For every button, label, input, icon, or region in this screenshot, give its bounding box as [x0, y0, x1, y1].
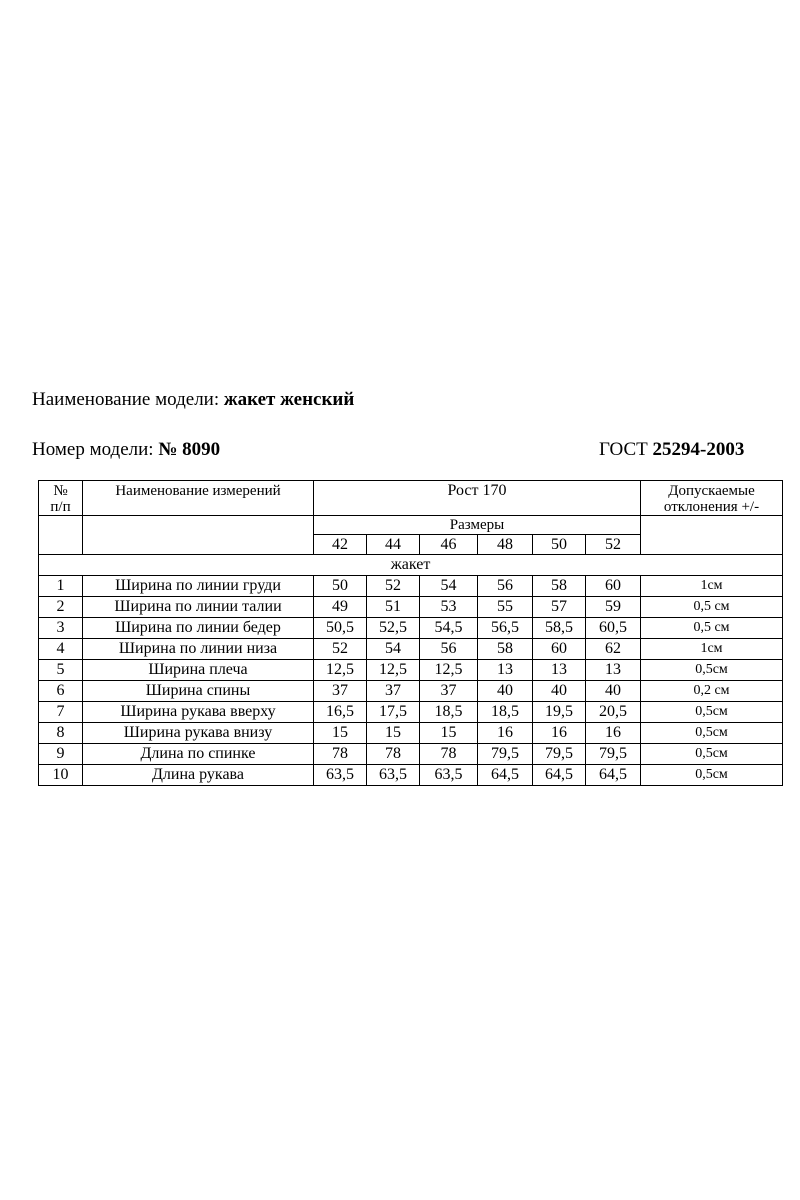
size-value: 60 [533, 639, 586, 660]
measurement-name: Ширина плеча [83, 660, 314, 681]
model-name-label: Наименование модели: [32, 389, 220, 410]
measurements-table [38, 480, 783, 786]
size-header: 44 [367, 535, 420, 555]
table-row [39, 681, 783, 702]
column-header-tolerance-line1: Допускаемые [668, 483, 755, 499]
measurement-name: Ширина по линии бедер [83, 618, 314, 639]
size-header: 52 [586, 535, 641, 555]
table-row [39, 723, 783, 744]
header-blank-cell [641, 516, 783, 555]
size-value: 37 [420, 681, 478, 702]
column-header-name: Наименование измерений [83, 481, 314, 516]
size-value: 56 [478, 576, 533, 597]
model-name-value: жакет женский [223, 389, 355, 410]
size-value: 55 [478, 597, 533, 618]
column-header-number [39, 481, 83, 516]
tolerance-value: 0,5 см [641, 618, 783, 639]
gost-value: 25294-2003 [652, 439, 745, 460]
size-value: 18,5 [420, 702, 478, 723]
header-blank-cell [39, 516, 83, 555]
size-value: 54 [367, 639, 420, 660]
tolerance-value: 0,5см [641, 702, 783, 723]
size-value: 78 [367, 744, 420, 765]
size-value: 13 [533, 660, 586, 681]
size-value: 59 [586, 597, 641, 618]
size-value: 78 [314, 744, 367, 765]
size-value: 16 [533, 723, 586, 744]
row-number: 4 [39, 639, 83, 660]
measurement-name: Длина рукава [83, 765, 314, 786]
row-number: 7 [39, 702, 83, 723]
tolerance-value: 0,5см [641, 660, 783, 681]
model-name-line [32, 389, 354, 411]
header-blank-cell [83, 516, 314, 555]
tolerance-value: 0,2 см [641, 681, 783, 702]
size-value: 15 [314, 723, 367, 744]
size-value: 52 [314, 639, 367, 660]
size-value: 64,5 [586, 765, 641, 786]
size-value: 50,5 [314, 618, 367, 639]
size-value: 16 [478, 723, 533, 744]
measurement-name: Ширина по линии талии [83, 597, 314, 618]
size-value: 64,5 [533, 765, 586, 786]
column-header-tolerance [641, 481, 783, 516]
measurement-name: Ширина по линии низа [83, 639, 314, 660]
model-number-line [32, 439, 220, 461]
row-number: 6 [39, 681, 83, 702]
size-value: 62 [586, 639, 641, 660]
size-value: 64,5 [478, 765, 533, 786]
row-number: 1 [39, 576, 83, 597]
measurement-name: Ширина спины [83, 681, 314, 702]
table-row [39, 765, 783, 786]
row-number: 3 [39, 618, 83, 639]
size-value: 60 [586, 576, 641, 597]
row-number: 8 [39, 723, 83, 744]
measurement-name: Ширина рукава вверху [83, 702, 314, 723]
tolerance-value: 0,5см [641, 765, 783, 786]
table-row [39, 597, 783, 618]
row-number: 9 [39, 744, 83, 765]
size-value: 15 [367, 723, 420, 744]
size-value: 50 [314, 576, 367, 597]
table-row [39, 639, 783, 660]
size-value: 12,5 [367, 660, 420, 681]
size-value: 63,5 [314, 765, 367, 786]
size-value: 79,5 [478, 744, 533, 765]
size-value: 40 [586, 681, 641, 702]
size-value: 60,5 [586, 618, 641, 639]
table-row [39, 618, 783, 639]
size-header: 42 [314, 535, 367, 555]
model-number-label: Номер модели: [32, 439, 154, 460]
size-value: 58 [533, 576, 586, 597]
size-value: 58 [478, 639, 533, 660]
tolerance-value: 1см [641, 576, 783, 597]
size-value: 56 [420, 639, 478, 660]
size-value: 37 [314, 681, 367, 702]
size-value: 63,5 [367, 765, 420, 786]
size-header: 50 [533, 535, 586, 555]
size-header: 46 [420, 535, 478, 555]
size-value: 51 [367, 597, 420, 618]
gost-label: ГОСТ [599, 439, 648, 460]
section-label: жакет [39, 555, 783, 576]
size-value: 16,5 [314, 702, 367, 723]
size-value: 37 [367, 681, 420, 702]
sizes-label: Размеры [314, 516, 641, 535]
size-value: 49 [314, 597, 367, 618]
size-value: 15 [420, 723, 478, 744]
size-value: 79,5 [533, 744, 586, 765]
tolerance-value: 0,5см [641, 744, 783, 765]
size-value: 56,5 [478, 618, 533, 639]
row-number: 10 [39, 765, 83, 786]
size-value: 13 [478, 660, 533, 681]
measurement-name: Длина по спинке [83, 744, 314, 765]
size-value: 52 [367, 576, 420, 597]
table-row [39, 744, 783, 765]
row-number: 2 [39, 597, 83, 618]
measurement-name: Ширина рукава внизу [83, 723, 314, 744]
size-value: 12,5 [314, 660, 367, 681]
size-value: 17,5 [367, 702, 420, 723]
tolerance-value: 0,5см [641, 723, 783, 744]
size-value: 52,5 [367, 618, 420, 639]
size-value: 19,5 [533, 702, 586, 723]
gost-line [599, 439, 744, 461]
table-row [39, 576, 783, 597]
size-value: 18,5 [478, 702, 533, 723]
column-header-height: Рост 170 [314, 481, 641, 516]
table-row [39, 702, 783, 723]
column-header-number-line2: п/п [50, 499, 71, 515]
size-value: 54 [420, 576, 478, 597]
size-value: 57 [533, 597, 586, 618]
size-value: 53 [420, 597, 478, 618]
tolerance-value: 1см [641, 639, 783, 660]
size-value: 58,5 [533, 618, 586, 639]
row-number: 5 [39, 660, 83, 681]
size-value: 13 [586, 660, 641, 681]
model-number-value: № 8090 [158, 439, 221, 460]
size-value: 20,5 [586, 702, 641, 723]
size-value: 54,5 [420, 618, 478, 639]
size-value: 12,5 [420, 660, 478, 681]
tolerance-value: 0,5 см [641, 597, 783, 618]
column-header-number-line1: № [53, 483, 68, 499]
size-value: 16 [586, 723, 641, 744]
size-value: 79,5 [586, 744, 641, 765]
measurement-name: Ширина по линии груди [83, 576, 314, 597]
size-value: 40 [478, 681, 533, 702]
size-value: 78 [420, 744, 478, 765]
column-header-tolerance-line2: отклонения +/- [663, 499, 760, 515]
size-value: 63,5 [420, 765, 478, 786]
size-value: 40 [533, 681, 586, 702]
table-row [39, 660, 783, 681]
size-header: 48 [478, 535, 533, 555]
